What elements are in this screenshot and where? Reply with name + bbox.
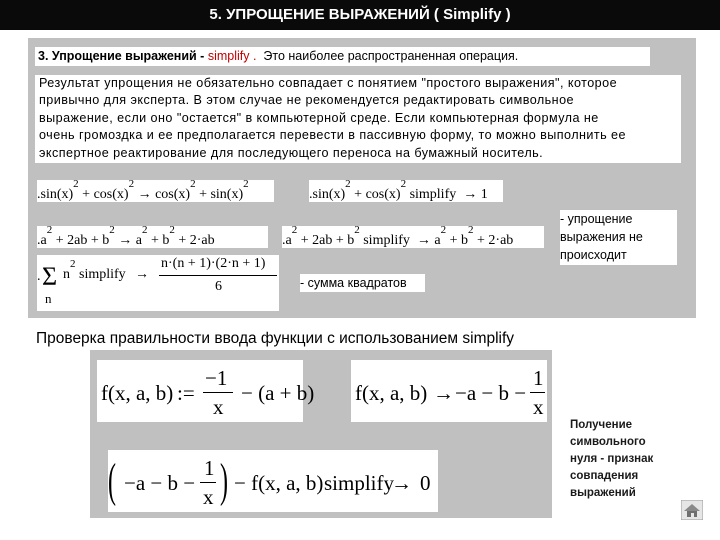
- intro-line: [35, 47, 650, 66]
- trig-simplify-region: $.\sin(x)^2 + \cos(x)^2 \to \cos(x)^2 + \sin(x)^2$: [37, 180, 274, 202]
- function-simplified-region: f(x, a, b) → −a − b − 1 x: [351, 360, 547, 422]
- intro-keyword: simplify .: [207, 49, 257, 63]
- label-line: - упрощение: [560, 212, 633, 226]
- note-line: совпадения: [570, 470, 639, 482]
- paragraph-line: очень громоздка и ее предполагается перевести в пассивную форму, то можно выполнить ее: [39, 128, 626, 143]
- paragraph-line: выражение, если оно "остается" в компьютерной среде. Если компьютерная формула не: [39, 110, 599, 125]
- note-line: символьного: [570, 436, 646, 448]
- sum-squares-label: - сумма квадратов: [300, 274, 425, 292]
- verification-region: ( −a − b − 1 x ) − f(x, a, b) simplify → 0: [108, 450, 438, 512]
- slide-title: 5. УПРОЩЕНИЕ ВЫРАЖЕНИЙ ( Simplify ): [0, 0, 720, 30]
- label-line: происходит: [560, 248, 627, 262]
- trig-symbolic-region: $.\sin(x)^2 + \cos(x)^2$ simplify → 1: [309, 180, 503, 202]
- intro-rest: Это наиболее распространенная операция.: [263, 49, 519, 63]
- note-line: Получение: [570, 419, 633, 431]
- algebra-simplify-region: $.a^2 + 2ab + b^2 \to a^2 + b^2 + 2\cdot ab$: [37, 226, 268, 248]
- intro-lead: 3. Упрощение выражений -: [38, 49, 208, 63]
- paragraph-line: привычно для эксперта. В этом случае не рекомендуется редактировать символьное: [39, 93, 574, 108]
- label-line: выражения не: [560, 230, 643, 244]
- sum-squares-region: . Σ n $n^2$ simplify → n·(n + 1)·(2·n + 1) 6: [37, 255, 279, 311]
- section-subtitle: Проверка правильности ввода функции с использованием simplify: [36, 330, 515, 347]
- algebra-symbolic-region: $.a^2 + 2ab + b^2$ simplify → $a^2 + b^2 + 2\cdot ab$: [282, 226, 544, 248]
- home-icon[interactable]: [681, 500, 703, 520]
- zero-result-note: [570, 417, 653, 502]
- no-simplification-label: [560, 210, 677, 265]
- note-line: выражений: [570, 487, 636, 499]
- sigma-symbol: Σ: [42, 262, 58, 291]
- function-definition-region: f(x, a, b) := −1 x − (a + b): [97, 360, 303, 422]
- note-line: нуля - признак: [570, 453, 654, 465]
- explanation-paragraph: [35, 75, 681, 163]
- paragraph-line: Результат упрощения не обязательно совпадает с понятием "простого выражения", которое: [39, 76, 618, 90]
- paragraph-line: экспертное реактирование для последующего переноса на бумажный носитель.: [39, 145, 544, 160]
